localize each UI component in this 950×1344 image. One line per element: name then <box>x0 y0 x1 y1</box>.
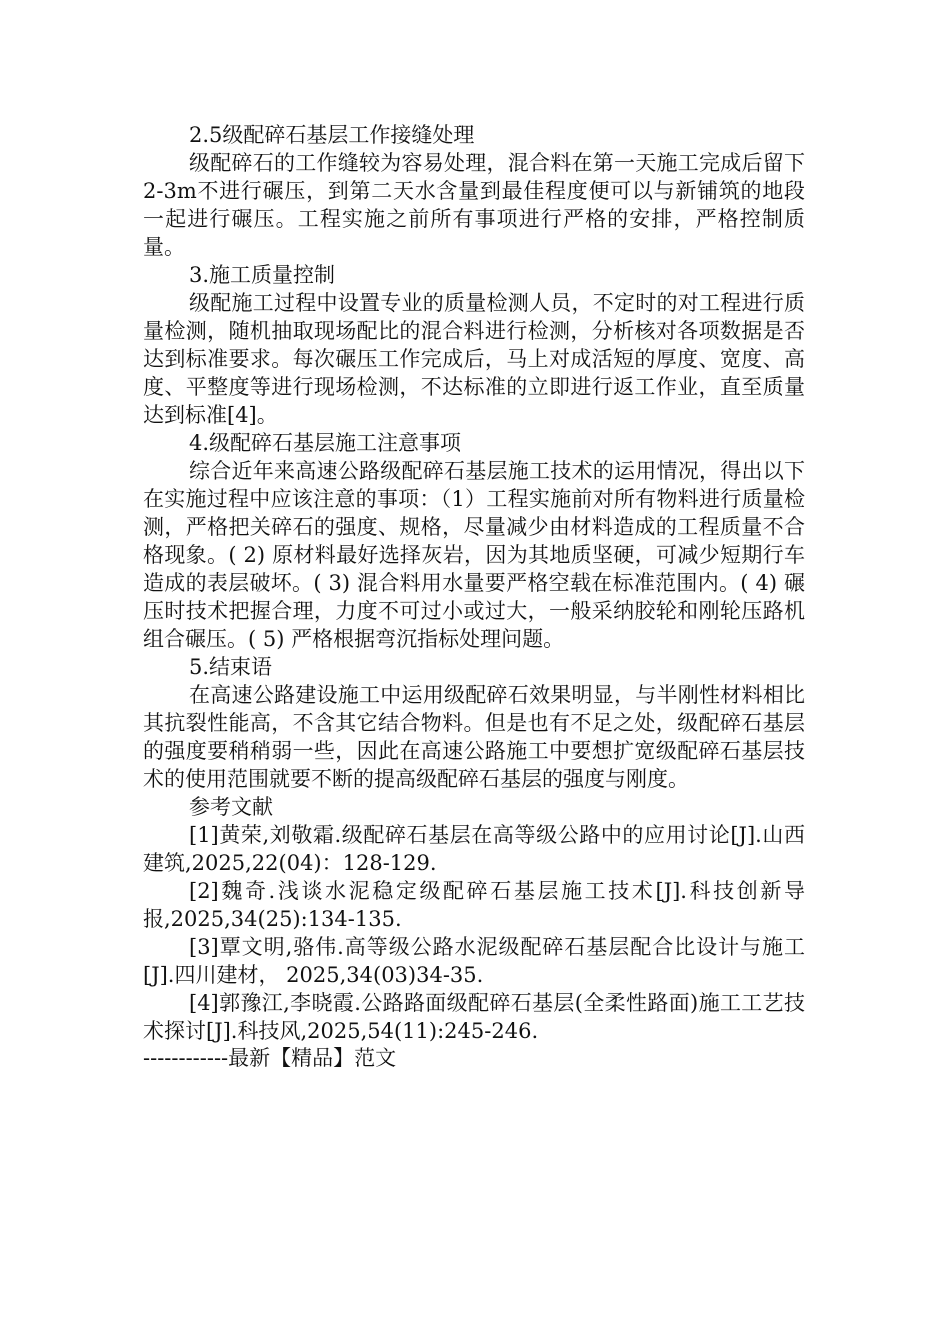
reference-item: [4]郭豫江,李晓霞.公路路面级配碎石基层(全柔性路面)施工工艺技术探讨[J].科技风,2025,54(11):245-246. <box>143 991 805 1043</box>
section-heading: 5.结束语 <box>189 655 273 679</box>
reference-item: [3]覃文明,骆伟.高等级公路水泥级配碎石基层配合比设计与施工[J].四川建材， 2025,34(03)34-35. <box>143 935 805 987</box>
section-heading: 2.5级配碎石基层工作接缝处理 <box>189 123 475 147</box>
references-heading: 参考文献 <box>189 795 273 819</box>
section-paragraph: 级配施工过程中设置专业的质量检测人员，不定时的对工程进行质量检测，随机抽取现场配比的混合料进行检测，分析核对各项数据是否达到标准要求。每次碾压工作完成后，马上对成活短的厚度、宽度、高度、平整度等进行现场检测，不达标准的立即进行返工作业，直至质量达到标准[4]。 <box>143 291 805 427</box>
section-heading: 3.施工质量控制 <box>189 263 336 287</box>
section-heading: 4.级配碎石基层施工注意事项 <box>189 431 462 455</box>
footer-text: ------------最新【精品】范文 <box>143 1046 397 1070</box>
reference-item: [2]魏奇.浅谈水泥稳定级配碎石基层施工技术[J].科技创新导报,2025,34(25):134-135. <box>143 879 805 931</box>
reference-item: [1]黄荣,刘敬霜.级配碎石基层在高等级公路中的应用讨论[J].山西建筑,2025,22(04)：128-129. <box>143 823 805 875</box>
section-paragraph: 级配碎石的工作缝较为容易处理，混合料在第一天施工完成后留下2-3m不进行碾压，到第二天水含量到最佳程度便可以与新铺筑的地段一起进行碾压。工程实施之前所有事项进行严格的安排，严格控制质量。 <box>143 151 805 259</box>
section-paragraph: 综合近年来高速公路级配碎石基层施工技术的运用情况，得出以下在实施过程中应该注意的事项：（1）工程实施前对所有物料进行质量检测，严格把关碎石的强度、规格，尽量减少由材料造成的工程质量不合格现象。( 2) 原材料最好选择灰岩，因为其地质坚硬，可减少短期行车造成的表层破坏。( 3) 混合料用水量要严格空载在标准范围内。( 4) 碾压时技术把握合理，力度不可过小或过大，一般采纳胶轮和刚轮压路机组合碾压。( 5) 严格根据弯沉指标处理问题。 <box>143 459 805 651</box>
document-body <box>143 121 805 1045</box>
section-paragraph: 在高速公路建设施工中运用级配碎石效果明显，与半刚性材料相比其抗裂性能高，不含其它结合物料。但是也有不足之处，级配碎石基层的强度要稍稍弱一些，因此在高速公路施工中要想扩宽级配碎石基层技术的使用范围就要不断的提高级配碎石基层的强度与刚度。 <box>143 683 805 791</box>
